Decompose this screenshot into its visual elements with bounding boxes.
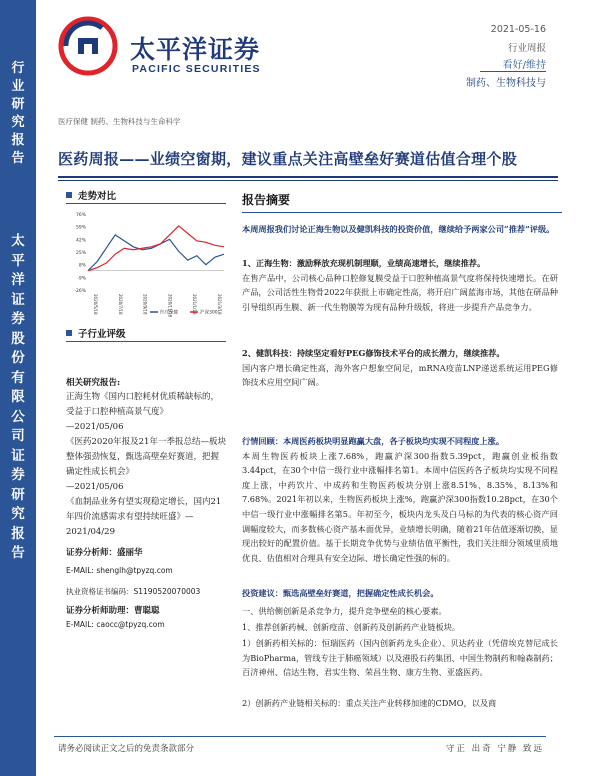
x-tick-label: 2021/1/18 xyxy=(192,294,198,315)
summary-divider xyxy=(242,212,562,213)
page-title: 医药周报——业绩空窗期，建议重点关注高壁垒好赛道估值合理个股 xyxy=(58,150,518,168)
zhenghai-body: 在售产品中，公司核心品种口腔修复膜受益于口腔种植高景气度将保持快速增长。在研产品，公司活性生物骨2022年获批上市确定性高，将开启广阔蓝海市场，其他在研品种引导组织再生膜、新一代生物膜等为现有品种升级版，将进一步提升产品竞争力。 xyxy=(242,272,558,312)
y-tick-label: 76% xyxy=(75,213,86,218)
assistant-name: 曹聪聪 xyxy=(134,606,160,616)
zhenghai-heading: 1、正海生物：激励释放充现机制理顺，业绩高速增长，继续推荐。 xyxy=(242,258,486,268)
related-report-date: —2021/05/06 xyxy=(66,482,124,492)
series-line xyxy=(88,235,224,271)
x-tick-label: 2020/11/18 xyxy=(167,294,173,318)
invest-advice-heading-text: 投资建议：甄选高壁垒好赛道，把握确定性成长机会。 xyxy=(242,588,439,598)
legend-label: 沪深300 xyxy=(200,310,218,316)
x-tick-label: 2020/9/18 xyxy=(142,294,148,315)
company-logo-icon xyxy=(58,16,118,76)
jiankai-section xyxy=(242,346,558,390)
trend-heading xyxy=(66,188,116,202)
market-review-body: 本周生物医药板块上涨7.68%，跑赢沪深300指数5.39pct，跑赢创业板指数3.44pct，在30个中信一级行业中涨幅排名第1。本周中信医药各子板块均实现不同程度上涨，中药饮片、中成药和生物医药板块分别上涨8.51%、8.35%、8.13%和7.68%。2021年初以来，生物医药板块上涨%，跑赢沪深300指数10.28pct，在30个中信一级行业中涨幅排名第5。年初至今，板块内龙头及白马标的为代表的核心资产回调幅度较大，而多数核心资产基本面优异，业绩增长明确，随着21年估值逐渐切换，显现出较好的配置价值。基于长期竞争优势与业绩估值平衡性，我们关注细分领域里质地优良、估值相对合理具有安全边际、增长确定性强的标的。 xyxy=(242,450,558,563)
invest-point-2: 1、推荐创新药械、创新疫苗、创新药及创新药产业链板块。 xyxy=(242,622,461,632)
sidebar-label-bottom: 太 平 洋 证 券 股 份 有 限 公 司 证 券 研 究 报 告 xyxy=(11,233,25,561)
related-reports-heading: 相关研究报告: xyxy=(66,378,121,388)
sector-label: 制药、生物科技与 xyxy=(466,78,546,89)
jiankai-heading: 2、健凯科技：持续坚定看好PEG修饰技术平台的成长潜力，继续推荐。 xyxy=(242,348,505,358)
footer-divider xyxy=(54,736,546,737)
y-tick-label: -26% xyxy=(74,289,86,294)
assistant-line xyxy=(66,604,160,616)
legend-label: 医疗保健 xyxy=(160,310,178,316)
sub-rating-divider xyxy=(66,341,226,342)
sidebar-label-top: 行 业 研 究 报 告 xyxy=(11,61,25,166)
invest-point-3: 1）创新药相关标的：恒瑞医药（国内创新药龙头企业）、贝达药业（凭借埃克替尼成长为BioPharma，管线专注于肺癌领域）以及港股石药集团、中国生物制药和翰森制药；百济神州、信达生物、君实生物、荣昌生物、康方生物、亚盛医药。 xyxy=(242,638,558,678)
y-tick-label: 59% xyxy=(75,225,86,231)
invest-advice-heading xyxy=(242,586,558,601)
logo-text-en: PACIFIC SECURITIES xyxy=(132,63,261,75)
report-type: 行业周报 xyxy=(507,43,546,54)
related-report-item[interactable]: 正海生物《国内口腔耗材优质稀缺标的，受益于口腔种植高景气度》 xyxy=(66,392,220,417)
bullet-square-icon xyxy=(66,192,72,198)
x-tick-label: 2020/5/18 xyxy=(93,294,98,315)
footer-motto: 守正 出奇 宁静 致远 xyxy=(445,744,544,754)
jiankai-body: 国内客户增长确定性高，海外客户想象空间足，mRNA疫苗LNP递送系统运用PEG修饰技术应用空间广阔。 xyxy=(242,362,558,388)
invest-point-1: 一、供给侧创新是杀竞争力，提升竞争壁垒的核心要素。 xyxy=(242,606,447,616)
sidebar-band xyxy=(0,0,36,776)
related-reports-list xyxy=(66,390,226,540)
sub-rating-heading-text: 子行业评级 xyxy=(78,329,126,340)
related-report-item[interactable]: 《血制品业务有望实现稳定增长，国内21年四价流感需求有望持续旺盛》—2021/04/29 xyxy=(66,497,222,537)
breadcrumb: 医疗保健 制药、生物科技与生命科学 xyxy=(58,117,181,126)
summary-heading: 报告摘要 xyxy=(242,193,291,207)
y-tick-label: 42% xyxy=(75,238,86,244)
y-tick-label: -9% xyxy=(77,276,86,282)
summary-intro-text: 本周周报我们讨论正海生物以及健凯科技的投资价值，继续给予两家公司“推荐”评级。 xyxy=(242,224,555,234)
title-rule-thin xyxy=(58,180,558,181)
assistant-label: 证券分析师助理： xyxy=(66,606,135,616)
analyst-name: 盛丽华 xyxy=(117,548,143,558)
related-report-date: —2021/05/06 xyxy=(66,422,124,432)
x-tick-label: 2021/3/18 xyxy=(217,294,222,315)
market-review-section xyxy=(242,434,558,565)
assistant-email[interactable]: E-MAIL: caocc@tpyzq.com xyxy=(66,620,165,629)
analyst-license: 执业资格证书编码：S1190520070003 xyxy=(66,587,201,596)
trend-chart xyxy=(66,208,228,320)
summary-intro xyxy=(242,222,558,237)
logo-text-cn: 太平洋证券 xyxy=(130,35,261,64)
footer-disclaimer: 请务必阅读正文之后的免责条款部分 xyxy=(58,744,195,754)
report-date: 2021-05-16 xyxy=(490,24,546,35)
header-divider xyxy=(480,71,546,72)
y-tick-label: 25% xyxy=(75,251,86,256)
trend-heading-text: 走势对比 xyxy=(78,191,117,202)
bullet-square-icon xyxy=(66,330,72,336)
trend-divider xyxy=(66,203,226,204)
analyst-label: 证券分析师： xyxy=(66,548,118,558)
sub-rating-heading xyxy=(66,326,126,340)
analyst-line xyxy=(66,546,143,558)
series-line xyxy=(88,226,224,271)
market-review-heading: 行情回顾：本周医药板块明显跑赢大盘，各子板块均实现不同程度上涨。 xyxy=(242,436,505,446)
x-tick-label: 2020/7/18 xyxy=(117,294,123,315)
title-rule xyxy=(58,176,558,178)
related-report-item[interactable]: 《医药2020年报及21年一季报总结—板块整体强劲恢复，甄选高壁垒好赛道，把握确定性成长机会》 xyxy=(66,437,226,477)
y-tick-label: 8% xyxy=(78,263,86,269)
analyst-email[interactable]: E-MAIL: shenglh@tpyzq.com xyxy=(66,566,173,575)
zhenghai-section xyxy=(242,256,558,314)
invest-point-4: 2）创新药产业链相关标的：重点关注产业转移加速的CDMO，以及商 xyxy=(242,698,497,708)
rating-label: 看好/维持 xyxy=(502,60,546,71)
trend-chart-svg xyxy=(66,208,228,320)
